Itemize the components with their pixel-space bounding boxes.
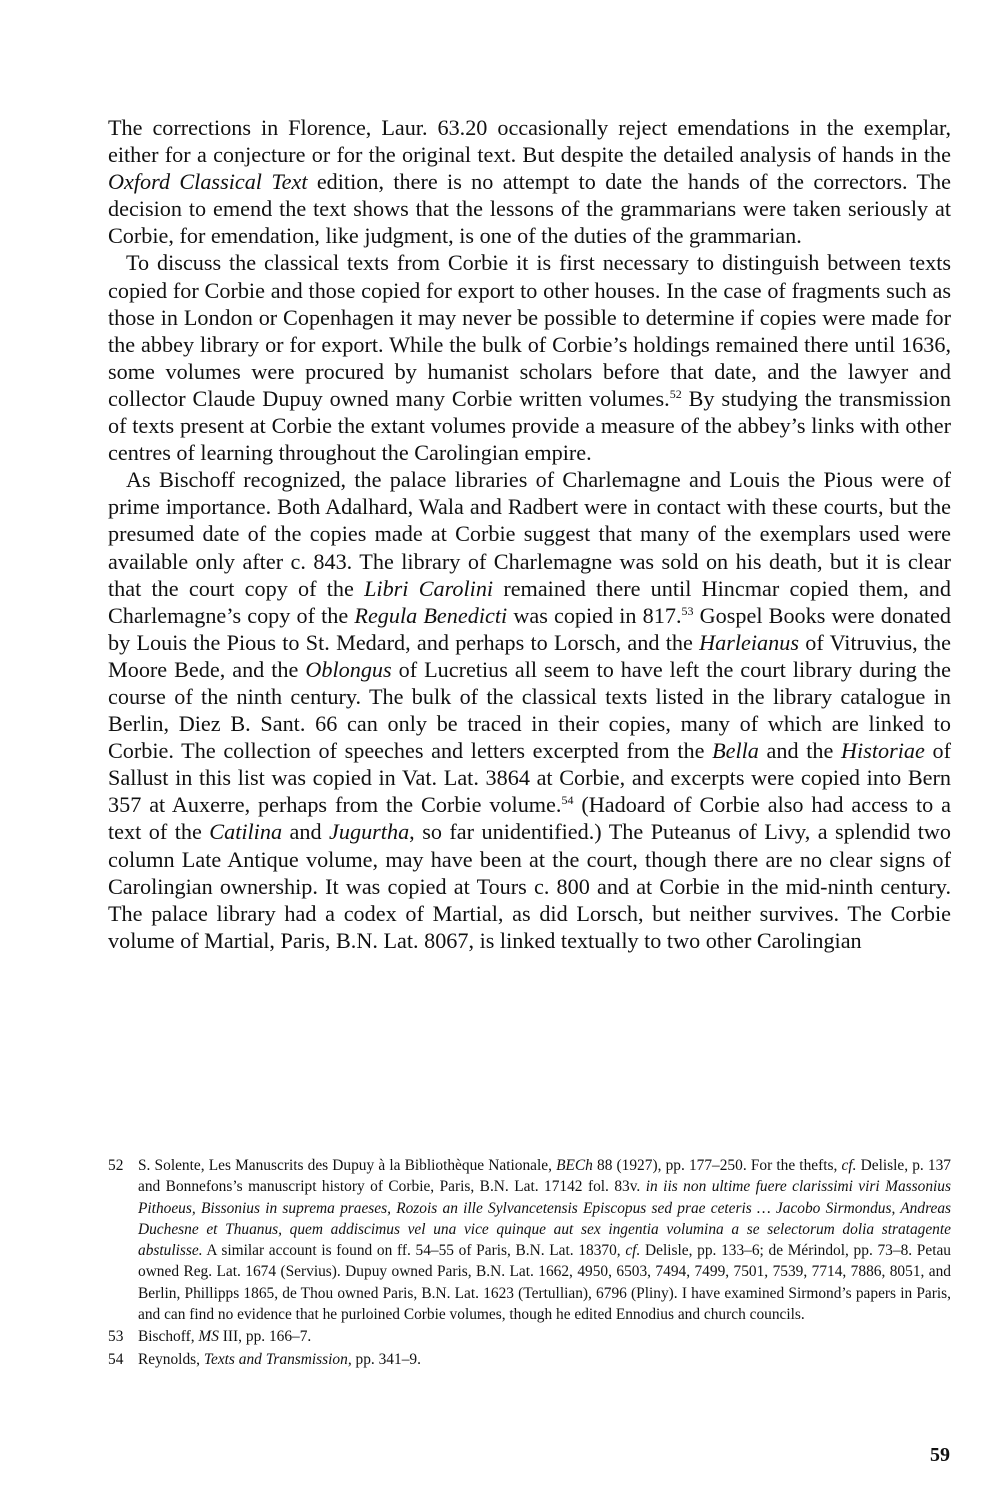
text-run: pp. 341–9.: [351, 1350, 421, 1368]
italic-text: Jugurtha: [329, 819, 410, 845]
text-run: Delisle, pp. 133–6; de Mérindol, pp. 73–8. Petau owned Reg. Lat. 1674 (Servius). Dupuy owned Paris, B.N. Lat. 1662, 4950, 6503, 7494, 7499, 7501, 7539, 7714, 7886, 8051, and Berlin, Phillipps 1865, de Thou owned Paris, B.N. Lat. 1623 (Tertullian), 6796 (Pliny). I have examined Sirmond’s papers in Paris, and can find no evidence that he purloined Corbie volumes, though he edited Ennodius and church councils.: [138, 1242, 951, 1324]
italic-text: cf.: [625, 1242, 641, 1260]
footnote-number: 52: [108, 1157, 124, 1174]
footnote-54: [108, 1349, 951, 1370]
footnote-reference[interactable]: 52: [669, 386, 682, 401]
footnote-reference[interactable]: 54: [561, 793, 574, 808]
text-run: of Sallust in this list was copied in Vat. Lat. 3864 at Corbie, and excerpts were copied into Bern 357 at Auxerre, perhaps from the Corbie volume.: [108, 738, 951, 818]
footnote-reference[interactable]: 53: [681, 603, 694, 618]
text-run: The corrections in Florence, Laur. 63.20 occasionally reject emendations in the exemplar, either for a conjecture or for the original text. But despite the detailed analysis of hands in the: [108, 115, 951, 168]
text-run: edition, there is no attempt to date the hands of the correctors. The decision to emend the text shows that the lessons of the grammarians were taken seriously at Corbie, for emendation, like judgment, is one of the duties of the grammarian.: [108, 169, 951, 249]
italic-text: Historiae: [841, 738, 925, 764]
body-text: [108, 114, 951, 954]
italic-text: MS: [198, 1328, 219, 1346]
footnote-52: [108, 1155, 951, 1325]
footnote-number: 54: [108, 1350, 124, 1368]
italic-text: Libri Carolini: [364, 575, 494, 601]
italic-text: in iis non ultime fuere clarissimi viri Massonius Pithoeus, Bissonius in suprema praeses, Rozois an ille Sylvancetensis Episcopus sed prae ceteris … Jacobo Sirmondus, Andreas Duchesne et Thuanus, quem addiscimus vel una vice quinque aut sex ingentia volumina a se selectorum dolia stratagente abstulisse.: [138, 1178, 951, 1260]
italic-text: Oxford Classical Text: [108, 169, 308, 195]
paragraph-classical-texts: [108, 249, 951, 466]
text-run: A similar account is found on ff. 54–55 of Paris, B.N. Lat. 18370,: [202, 1242, 626, 1260]
italic-text: Texts and Transmission,: [203, 1350, 352, 1368]
text-run: III, pp. 166–7.: [218, 1328, 312, 1346]
footnote-text: [138, 1351, 421, 1368]
text-run: By studying the transmission of texts present at Corbie the extant volumes provide a measure of the abbey’s links with other centres of learning throughout the Carolingian empire.: [108, 385, 951, 466]
text-run: of Vitruvius, the Moore Bede, and the: [108, 629, 951, 682]
text-run: (Hadoard of Corbie also had access to a text of the: [108, 792, 951, 845]
text-run: of Lucretius all seem to have left the court library during the course of the ninth century. The bulk of the classical texts listed in the library catalogue in Berlin, Diez B. Sant. 66 can only be traced in their copies, many of which are linked to Corbie. The collection of speeches and letters excerpted from the: [108, 656, 951, 764]
italic-text: Oblongus: [305, 656, 392, 682]
footnotes: [108, 1155, 951, 1371]
text-run: Reynolds,: [138, 1350, 204, 1368]
text-run: and: [282, 819, 330, 845]
page-number: 59: [930, 1444, 950, 1466]
text-run: Gospel Books were donated by Louis the Pious to St. Medard, and perhaps to Lorsch, and the: [108, 602, 952, 655]
text-run: As Bischoff recognized, the palace libraries of Charlemagne and Louis the Pious were of prime importance. Both Adalhard, Wala and Radbert were in contact with these courts, but the presumed date of the copies made at Corbie suggest that many of the exemplars used were available only after c. 843. The library of Charlemagne was sold on his death, but it is clear that the court copy of the: [108, 467, 951, 601]
text-run: 88 (1927), pp. 177–250. For the thefts,: [592, 1157, 842, 1174]
italic-text: Regula Benedicti: [354, 602, 508, 628]
text-run: Bischoff,: [138, 1328, 199, 1346]
footnote-53: [108, 1326, 951, 1347]
italic-text: Catilina: [209, 819, 283, 845]
text-run: , so far unidentified.) The Puteanus of Livy, a splendid two column Late Antique volume, may have been at the court, though there are no clear signs of Carolingian ownership. It was copied at Tours c. 800 and at Corbie in the mid-ninth century. The palace library had a codex of Martial, as did Lorsch, but neither survives. The Corbie volume of Martial, Paris, B.N. Lat. 8067, is linked textually to two other Carolingian: [108, 819, 951, 953]
paragraph-emendations: [108, 114, 951, 249]
italic-text: Bella: [712, 738, 759, 764]
text-run: was copied in 817.: [507, 602, 682, 628]
text-run: and the: [758, 738, 842, 764]
text-run: To discuss the classical texts from Corbie it is first necessary to distinguish between texts copied for Corbie and those copied for export to other houses. In the case of fragments such as those in London or Copenhagen it may never be possible to determine if copies were made for the abbey library or for export. While the bulk of Corbie’s holdings remained there until 1636, some volumes were procured by humanist scholars before that date, and the lawyer and collector Claude Dupuy owned many Corbie written volumes.: [108, 250, 951, 411]
italic-text: BECh: [556, 1157, 593, 1174]
italic-text: cf.: [841, 1157, 857, 1174]
text-run: S. Solente, Les Manuscrits des Dupuy à la Bibliothèque Nationale,: [138, 1157, 557, 1174]
paragraph-palace-libraries: [108, 466, 951, 954]
italic-text: Harleianus: [699, 629, 799, 655]
text-run: remained there until Hincmar copied them, and Charlemagne’s copy of the: [108, 575, 951, 628]
footnote-text: [138, 1157, 951, 1323]
text-run: Delisle, p. 137 and Bonnefons’s manuscript history of Corbie, Paris, B.N. Lat. 17142 fol. 83v.: [138, 1157, 951, 1196]
footnote-text: [138, 1328, 311, 1345]
footnote-number: 53: [108, 1328, 124, 1346]
